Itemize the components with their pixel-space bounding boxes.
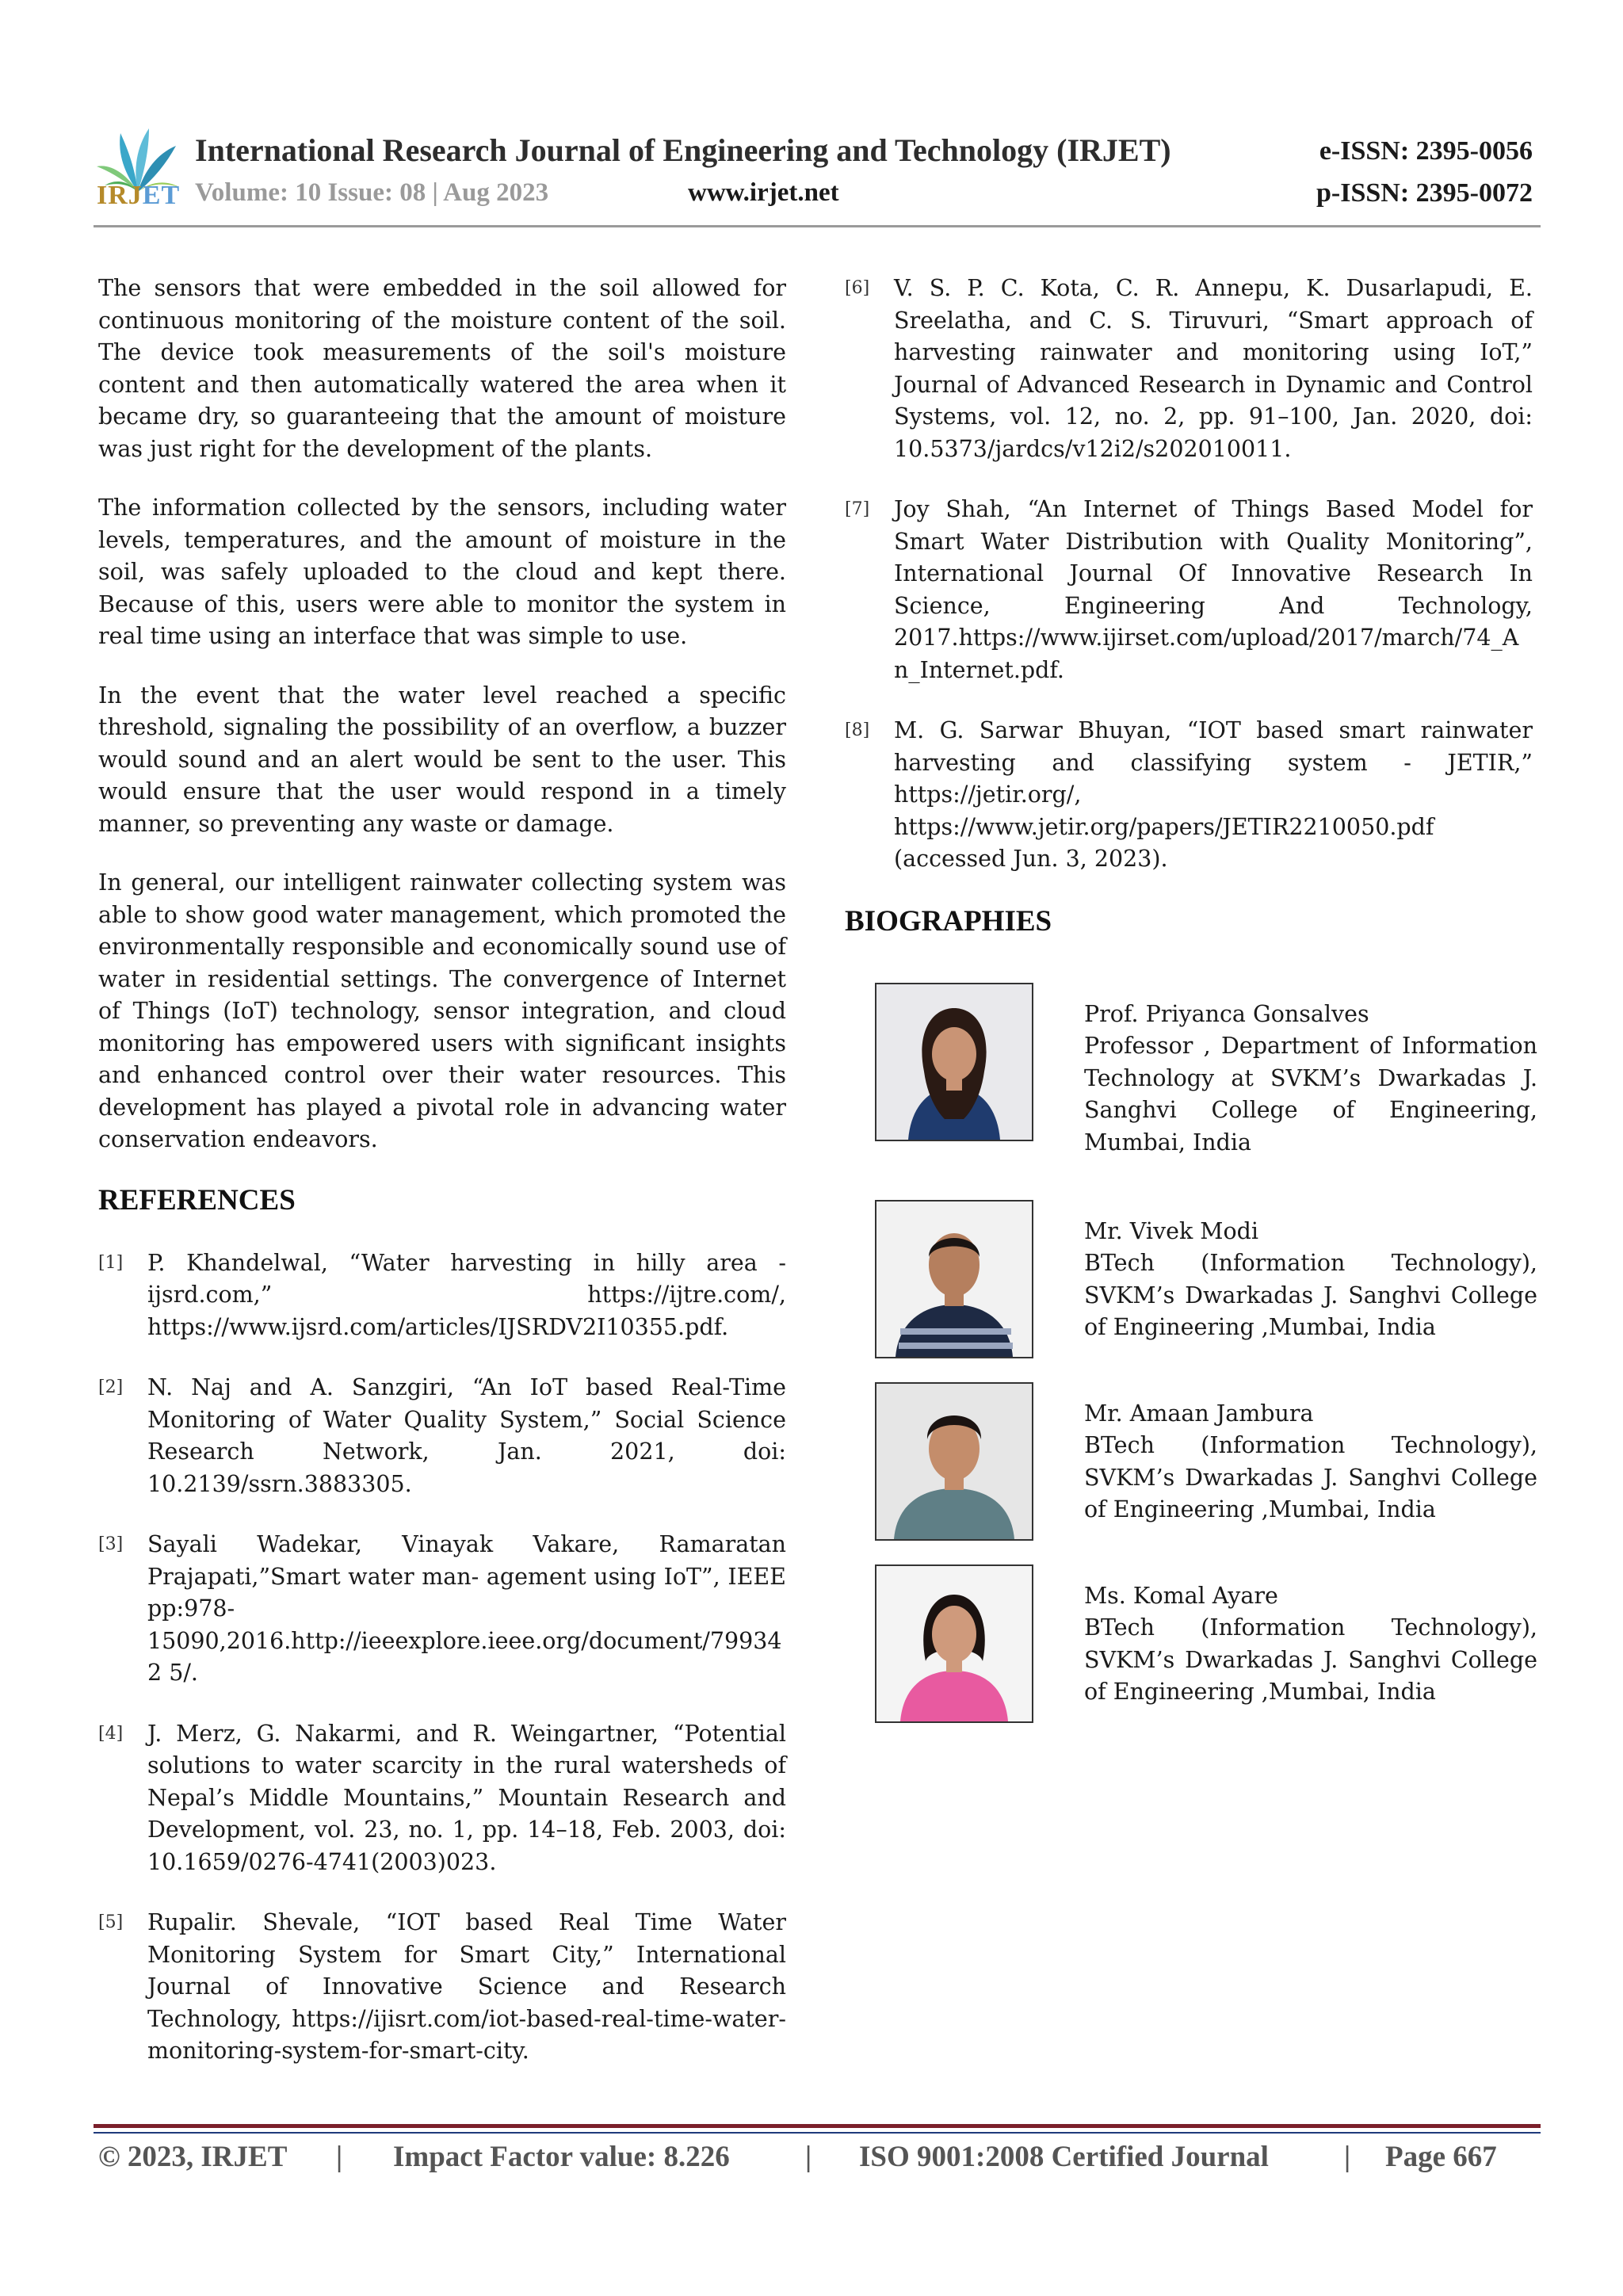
author-affiliation: BTech (Information Technology), SVKM’s Dwarkadas J. Sanghvi College of Engineering ,Mumbai, India [1084, 1432, 1537, 1522]
biography-entry [845, 983, 1537, 1156]
biography-text [1084, 1216, 1537, 1344]
reference-number: [7] [845, 499, 870, 519]
left-column [98, 273, 786, 2096]
reference-number: [3] [98, 1534, 124, 1554]
header-divider [94, 225, 1541, 227]
reference-item [98, 1247, 786, 1344]
biography-entry [845, 1382, 1537, 1547]
author-affiliation: BTech (Information Technology), SVKM’s Dwarkadas J. Sanghvi College of Engineering ,Mumbai, India [1084, 1250, 1537, 1340]
author-photo [875, 1382, 1033, 1541]
body-paragraph: The sensors that were embedded in the soil allowed for continuous monitoring of the moisture content of the soil. The device took measurements of the soil's moisture content and then automatically watered the area when it became dry, so guaranteeing that the amount of moisture was just right for the development of the plants. [98, 275, 786, 462]
e-issn: e-ISSN: 2395-0056 [1319, 136, 1533, 166]
footer-separator: | [336, 2141, 343, 2173]
journal-website-link[interactable]: www.irjet.net [688, 178, 839, 207]
logo-wordmark: IRJET [97, 181, 181, 210]
biography-entry [845, 1564, 1537, 1729]
reference-number: [1] [98, 1252, 124, 1273]
author-name: Mr. Vivek Modi [1084, 1217, 1258, 1244]
journal-title: International Research Journal of Engineering and Technology (IRJET) [195, 132, 1171, 168]
biography-text [1084, 1398, 1537, 1526]
reference-number: [6] [845, 278, 870, 298]
body-paragraph: In the event that the water level reached a specific threshold, signaling the possibility of an overflow, a buzzer would sound and an alert would be sent to the user. This would ensure that the user would respond in a timely manner, so preventing any waste or damage. [98, 682, 786, 837]
reference-item [98, 1907, 786, 2068]
body-paragraph: The information collected by the sensors, including water levels, temperatures, and the amount of moisture in the soil, was safely uploaded to the cloud and kept there. Because of this, users were able to monitor the system in real time using an interface that was simple to use. [98, 495, 786, 649]
reference-text: J. Merz, G. Nakarmi, and R. Weingartner, “Potential solutions to water scarcity in the rural watersheds of Nepal’s Middle Mountains,” Mountain Research and Development, vol. 23, no. 1, pp. 14–18, Feb. 2003, doi: 10.1659/0276-4741(2003)023. [147, 1720, 786, 1875]
reference-item [845, 715, 1533, 876]
author-name: Mr. Amaan Jambura [1084, 1400, 1314, 1427]
author-name: Ms. Komal Ayare [1084, 1582, 1278, 1609]
footer-iso: ISO 9001:2008 Certified Journal [859, 2141, 1269, 2173]
reference-text: Joy Shah, “An Internet of Things Based Model for Smart Water Distribution with Quality Monitoring”, International Journal Of Innovative Research In Science, Engineering And Technology, 2017.https://www.ijirset.com/upload/2017/march/74_An_Internet.pdf. [894, 496, 1533, 683]
reference-item [98, 1372, 786, 1500]
biography-text [1084, 999, 1537, 1159]
biography-entry [845, 1200, 1537, 1365]
reference-text: N. Naj and A. Sanzgiri, “An IoT based Real-Time Monitoring of Water Quality System,” Social Science Research Network, Jan. 2021, doi: 10.2139/ssrn.3883305. [147, 1374, 786, 1497]
author-photo [875, 1200, 1033, 1358]
reference-text: P. Khandelwal, “Water harvesting in hilly area - ijsrd.com,” https://ijtre.com/, https://www.ijsrd.com/articles/IJSRDV2I10355.pdf. [147, 1249, 786, 1340]
p-issn: p-ISSN: 2395-0072 [1316, 178, 1533, 208]
reference-item [845, 494, 1533, 686]
footer-page-number: Page 667 [1385, 2141, 1497, 2173]
right-column [845, 273, 1537, 1785]
reference-number: [2] [98, 1377, 124, 1397]
footer-impact-factor: Impact Factor value: 8.226 [393, 2141, 730, 2173]
reference-text: Sayali Wadekar, Vinayak Vakare, Ramaratan Prajapati,”Smart water man- agement using IoT”, IEEE pp:978-15090,2016.http://ieeexplore.ieee.org/document/799342 5/. [147, 1531, 786, 1686]
author-affiliation: BTech (Information Technology), SVKM’s Dwarkadas J. Sanghvi College of Engineering ,Mumbai, India [1084, 1614, 1537, 1705]
footer-divider [94, 2124, 1541, 2128]
reference-item [98, 1718, 786, 1879]
page-footer [98, 2140, 1541, 2179]
footer-copyright: © 2023, IRJET [98, 2141, 288, 2173]
reference-number: [5] [98, 1912, 124, 1932]
author-name: Prof. Priyanca Gonsalves [1084, 1000, 1369, 1027]
reference-number: [8] [845, 720, 870, 740]
author-photo [875, 1564, 1033, 1723]
references-heading: REFERENCES [98, 1183, 296, 1217]
author-photo [875, 983, 1033, 1141]
author-affiliation: Professor , Department of Information Technology at SVKM’s Dwarkadas J. Sanghvi College of Engineering, Mumbai, India [1084, 1033, 1537, 1156]
body-paragraph: In general, our intelligent rainwater collecting system was able to show good water management, which promoted the environmentally responsible and economically sound use of water in residential settings. The convergence of Internet of Things (IoT) technology, sensor integration, and cloud monitoring has empowered users with significant insights and enhanced control over their water resources. This development has played a pivotal role in advancing water conservation endeavors. [98, 869, 786, 1152]
reference-text: V. S. P. C. Kota, C. R. Annepu, K. Dusarlapudi, E. Sreelatha, and C. S. Tiruvuri, “Smart approach of harvesting rainwater and monitoring using IoT,” Journal of Advanced Research in Dynamic and Control Systems, vol. 12, no. 2, pp. 91–100, Jan. 2020, doi: 10.5373/jardcs/v12i2/s202010011. [894, 275, 1533, 462]
footer-divider [94, 2132, 1541, 2134]
biography-text [1084, 1580, 1537, 1709]
footer-separator: | [805, 2141, 812, 2173]
reference-text: Rupalir. Shevale, “IOT based Real Time Water Monitoring System for Smart City,” International Journal of Innovative Science and Research Technology, https://ijisrt.com/iot-based-real-time-water-monitoring-system-for-smart-city. [147, 1909, 786, 2064]
reference-number: [4] [98, 1723, 124, 1744]
reference-text: M. G. Sarwar Bhuyan, “IOT based smart rainwater harvesting and classifying system - JETIR,” https://jetir.org/, https://www.jetir.org/papers/JETIR2210050.pdf (accessed Jun. 3, 2023). [894, 717, 1533, 872]
biographies-heading: BIOGRAPHIES [845, 904, 1052, 938]
reference-item [845, 273, 1533, 465]
volume-issue: Volume: 10 Issue: 08 | Aug 2023 [195, 178, 549, 207]
footer-separator: | [1344, 2141, 1351, 2173]
reference-item [98, 1529, 786, 1690]
